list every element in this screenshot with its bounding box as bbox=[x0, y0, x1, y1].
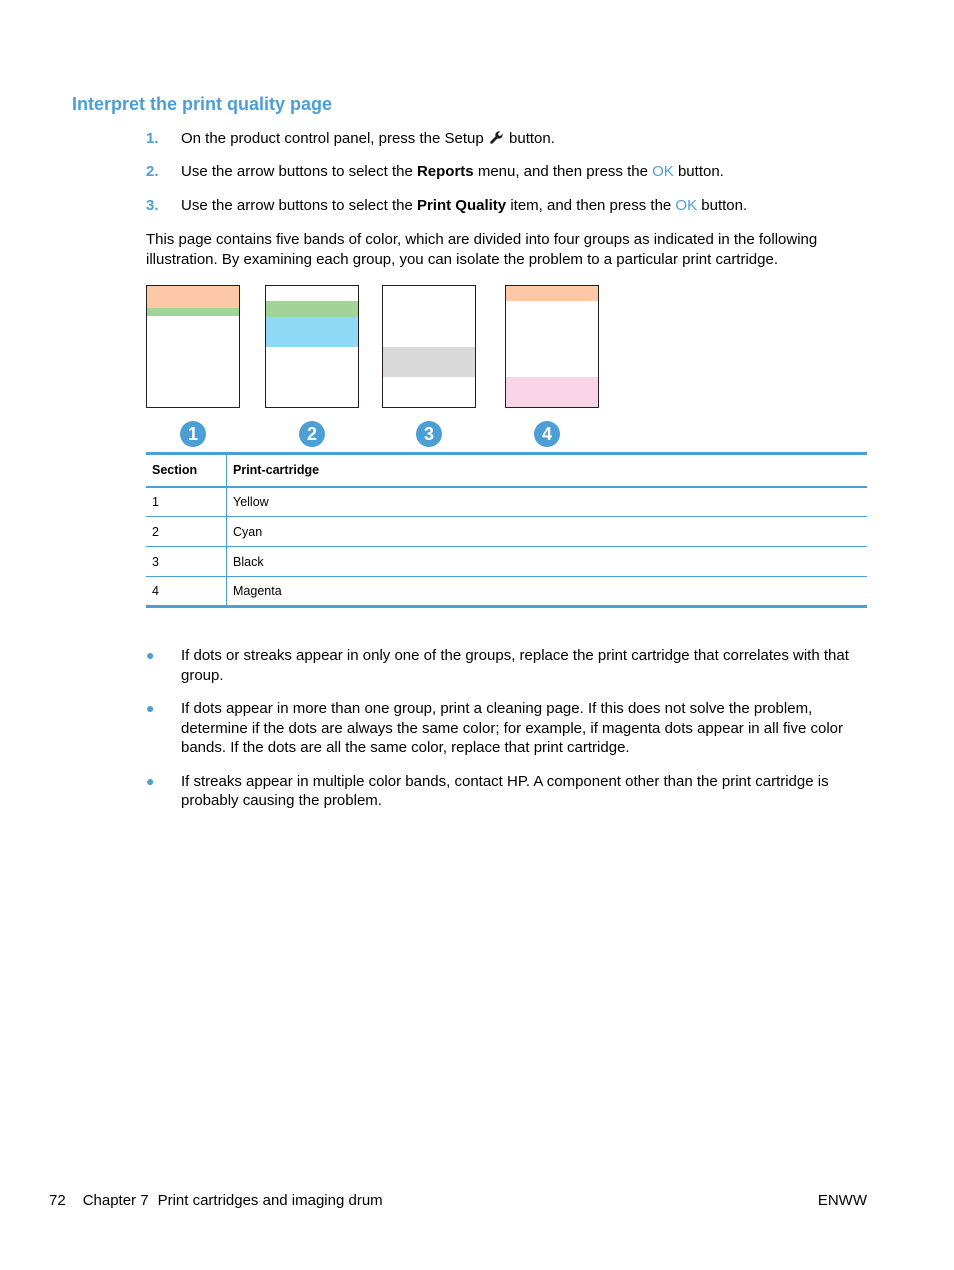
step-text bbox=[181, 197, 747, 215]
step-text-post: button. bbox=[504, 130, 555, 147]
cartridge-cell: Yellow bbox=[233, 494, 269, 509]
step-text-post: button. bbox=[673, 163, 724, 180]
table-header-row bbox=[146, 454, 867, 487]
number-3-circle-icon bbox=[416, 421, 442, 447]
ok-button-reference: OK bbox=[652, 163, 674, 180]
page-footer-right: ENWW bbox=[817, 1192, 867, 1209]
list-item-text: If dots appear in more than one group, print a cleaning page. If this does not solve the problem, determine if the dots are always the same color; for example, if magenta dots appear in all five color bands. If the dots are all the same color, replace that print cartridge. bbox=[181, 700, 843, 756]
section-heading: Interpret the print quality page bbox=[72, 94, 333, 114]
print-quality-group-3 bbox=[382, 285, 476, 408]
chapter-label: Chapter 7 bbox=[82, 1192, 149, 1209]
column-header-section: Section bbox=[146, 454, 227, 487]
color-band-green bbox=[147, 308, 239, 316]
page-footer-left bbox=[49, 1192, 383, 1210]
step-number: 3. bbox=[146, 197, 159, 214]
cartridge-cell: Black bbox=[233, 554, 264, 569]
color-band-peach bbox=[506, 286, 598, 301]
list-item bbox=[146, 646, 868, 685]
marker-label: 2 bbox=[306, 424, 318, 444]
step-text-pre: Use the arrow buttons to select the bbox=[181, 197, 417, 214]
section-cell: 2 bbox=[146, 517, 227, 547]
color-band-green bbox=[266, 301, 358, 317]
page-number: 72 bbox=[49, 1192, 66, 1209]
menu-name-reports: Reports bbox=[416, 163, 474, 180]
list-item-text: If streaks appear in multiple color bands, contact HP. A component other than the print cartridge is probably causing the problem. bbox=[181, 772, 829, 809]
color-band-gray bbox=[383, 347, 475, 377]
marker-label: 3 bbox=[423, 424, 435, 444]
section-cell: 3 bbox=[146, 547, 227, 577]
print-quality-group-1 bbox=[146, 285, 240, 408]
column-header-print-cartridge: Print-cartridge bbox=[233, 463, 320, 478]
table bbox=[146, 452, 867, 608]
step-text-pre: On the product control panel, press the Setup bbox=[181, 130, 488, 147]
color-band-cyan bbox=[266, 317, 358, 347]
print-quality-group-4 bbox=[505, 285, 599, 408]
table-row bbox=[146, 547, 867, 577]
step-text bbox=[181, 130, 555, 148]
list-item bbox=[146, 772, 868, 811]
list-item-text: If dots or streaks appear in only one of the groups, replace the print cartridge that correlates with that group. bbox=[181, 647, 849, 684]
item-name-print-quality: Print Quality bbox=[416, 197, 507, 214]
list-item bbox=[146, 699, 868, 758]
bullet-icon: ● bbox=[146, 700, 155, 716]
section-cell: 4 bbox=[146, 577, 227, 607]
number-1-circle-icon bbox=[180, 421, 206, 447]
step-text-post: button. bbox=[697, 197, 748, 214]
bullet-icon: ● bbox=[146, 647, 155, 663]
intro-paragraph: This page contains five bands of color, which are divided into four groups as indicated in the following illustration. By examining each group, you can isolate the problem to a particular print cartridge. bbox=[146, 231, 818, 268]
step-text-mid: menu, and then press the bbox=[473, 163, 653, 180]
troubleshooting-list bbox=[146, 646, 868, 825]
wrench-icon bbox=[488, 130, 505, 145]
bullet-icon: ● bbox=[146, 772, 155, 789]
table-row bbox=[146, 577, 867, 607]
step-text bbox=[181, 163, 724, 181]
step-text-mid: item, and then press the bbox=[506, 197, 676, 214]
chapter-title: Print cartridges and imaging drum bbox=[157, 1192, 383, 1209]
color-band-pink bbox=[506, 377, 598, 407]
section-cell: 1 bbox=[146, 487, 227, 517]
step-text-pre: Use the arrow buttons to select the bbox=[181, 163, 417, 180]
cartridge-cell: Cyan bbox=[233, 524, 263, 539]
step-number: 1. bbox=[146, 130, 159, 147]
section-cartridge-table bbox=[146, 452, 867, 608]
number-4-circle-icon bbox=[534, 421, 560, 447]
step-number: 2. bbox=[146, 163, 159, 180]
ok-button-reference: OK bbox=[675, 197, 698, 214]
marker-label: 1 bbox=[187, 424, 199, 444]
cartridge-cell: Magenta bbox=[233, 584, 282, 598]
color-band-peach bbox=[147, 286, 239, 308]
print-quality-group-2 bbox=[265, 285, 359, 408]
marker-label: 4 bbox=[541, 424, 553, 444]
table-row bbox=[146, 517, 867, 547]
table-row bbox=[146, 487, 867, 517]
number-2-circle-icon bbox=[299, 421, 325, 447]
